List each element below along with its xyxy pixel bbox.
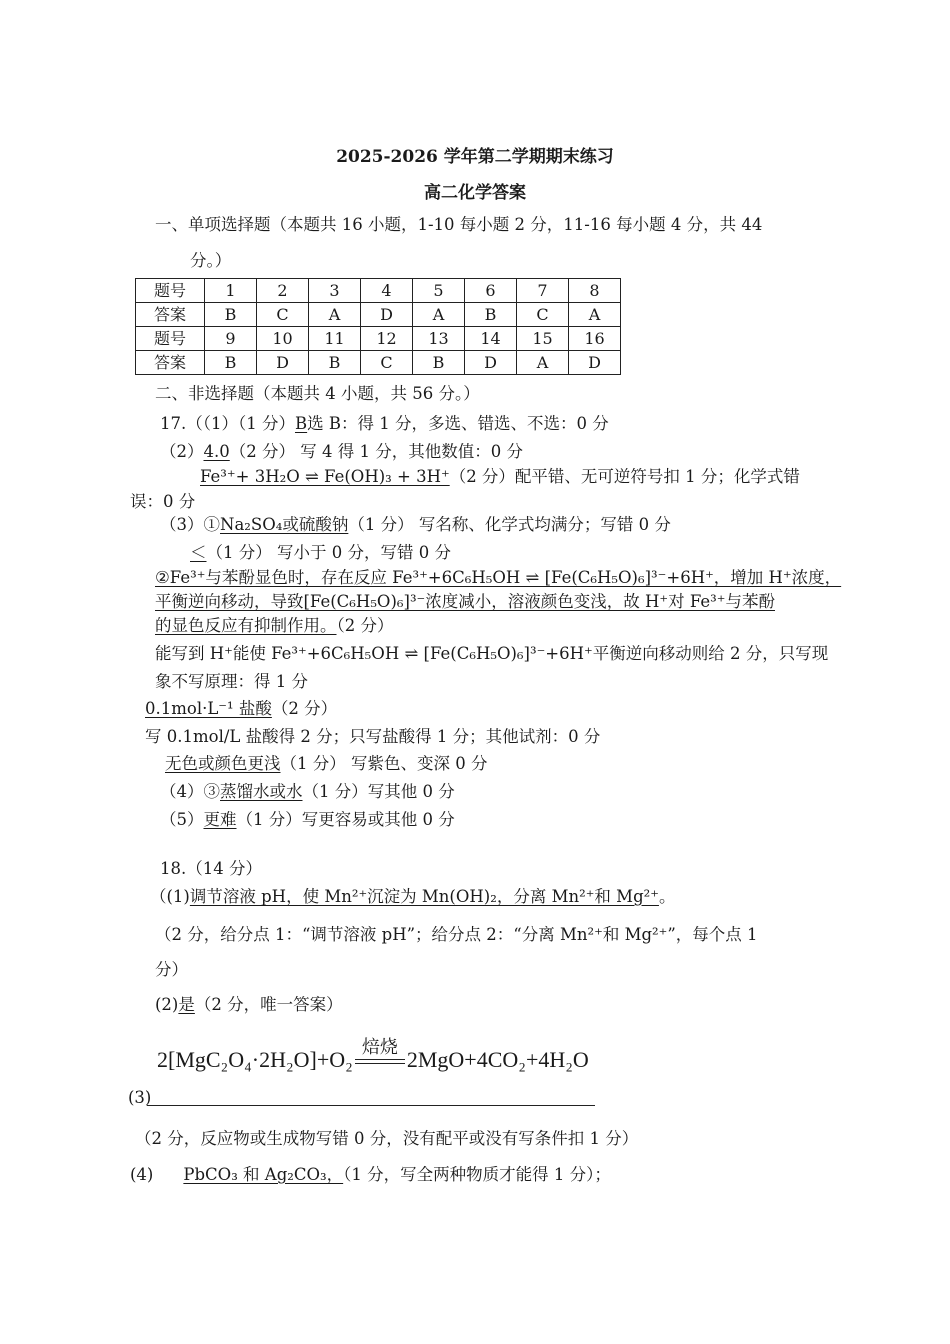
q18-line-2: （(1)调节溶液 pH，使 Mn²⁺沉淀为 Mn(OH)₂，分离 Mn²⁺和 Mg²⁺。 <box>150 887 676 906</box>
question-number-cell: 16 <box>569 327 621 351</box>
question-number-cell: 3 <box>309 279 361 303</box>
answer-cell: A <box>309 303 361 327</box>
table-row-label: 答案 <box>136 303 205 327</box>
question-number-cell: 12 <box>361 327 413 351</box>
question-number-cell: 6 <box>465 279 517 303</box>
q17-line-1: 17.（（1）（1 分）B选 B：得 1 分，多选、错选、不选：0 分 <box>160 414 609 433</box>
question-number-cell: 10 <box>257 327 309 351</box>
question-number-cell: 8 <box>569 279 621 303</box>
q18-line-3: （2 分，给分点 1：“调节溶液 pH”；给分点 2：“分离 Mn²⁺和 Mg²⁺”，每个点 1 <box>155 925 758 944</box>
q17-line-7: ②Fe³⁺与苯酚显色时，存在反应 Fe³⁺+6C₆H₅OH ⇌ [Fe(C₆H₅O)₆]³⁻+6H⁺，增加 H⁺浓度， <box>155 568 842 587</box>
table-row-answer <box>136 351 621 375</box>
q18-line-5: (2)是（2 分，唯一答案） <box>155 995 343 1014</box>
answer-cell: C <box>257 303 309 327</box>
q17-line-12: 0.1mol·L⁻¹ 盐酸（2 分） <box>145 699 338 718</box>
question-number-cell: 13 <box>413 327 465 351</box>
q17-line-5: （3）①Na₂SO₄或硫酸钠（1 分） 写名称、化学式均满分；写错 0 分 <box>160 515 671 534</box>
question-number-cell: 11 <box>309 327 361 351</box>
answer-cell: B <box>309 351 361 375</box>
table-row-label: 题号 <box>136 279 205 303</box>
table-row-question <box>136 279 621 303</box>
answer-cell: A <box>413 303 465 327</box>
answer-cell: B <box>465 303 517 327</box>
answer-table <box>135 278 621 375</box>
q18-line-1: 18.（14 分） <box>160 859 262 878</box>
page-title: 2025-2026 学年第二学期期末练习 <box>336 147 614 167</box>
q17-line-15: （4）③蒸馏水或水（1 分）写其他 0 分 <box>160 782 455 801</box>
answer-cell: D <box>257 351 309 375</box>
table-row-label: 答案 <box>136 351 205 375</box>
answer-cell: B <box>413 351 465 375</box>
reaction-arrow: 焙烧 <box>355 1059 405 1064</box>
q17-line-10: 能写到 H⁺能使 Fe³⁺+6C₆H₅OH ⇌ [Fe(C₆H₅O)₆]³⁻+6H⁺平衡逆向移动则给 2 分，只写现 <box>155 644 829 663</box>
table-row-question <box>136 327 621 351</box>
answer-cell: A <box>569 303 621 327</box>
q17-line-2: （2）4.0（2 分） 写 4 得 1 分，其他数值：0 分 <box>160 442 523 461</box>
q18-line-6: （2 分，反应物或生成物写错 0 分，没有配平或没有写条件扣 1 分） <box>135 1129 639 1148</box>
section1-heading-cont: 分。） <box>190 251 232 270</box>
answer-cell: A <box>517 351 569 375</box>
equation-underline <box>147 1105 595 1106</box>
q17-line-14: 无色或颜色更浅（1 分） 写紫色、变深 0 分 <box>165 754 488 773</box>
q17-2-answer: 4.0 <box>203 442 230 461</box>
q17-line-3: Fe³⁺+ 3H₂O ⇌ Fe(OH)₃ + 3H⁺（2 分）配平错、无可逆符号扣 1 分；化学式错 <box>200 467 800 486</box>
question-number-cell: 4 <box>361 279 413 303</box>
q17-line-9: 的显色反应有抑制作用。（2 分） <box>155 616 394 635</box>
q17-line-4: 误：0 分 <box>130 492 196 511</box>
question-number-cell: 14 <box>465 327 517 351</box>
table-row-answer <box>136 303 621 327</box>
question-number-cell: 7 <box>517 279 569 303</box>
section2-heading: 二、非选择题（本题共 4 小题，共 56 分。） <box>155 384 480 403</box>
q18-equation: 2[MgC₂O₄·2H₂O]+O₂ 焙烧 2MgO+4CO₂+4H₂O <box>157 1037 589 1072</box>
table-row-label: 题号 <box>136 327 205 351</box>
answer-cell: B <box>205 351 257 375</box>
answer-cell: B <box>205 303 257 327</box>
question-number-cell: 5 <box>413 279 465 303</box>
answer-cell: C <box>361 351 413 375</box>
question-number-cell: 1 <box>205 279 257 303</box>
q18-eq-number: (3) <box>128 1088 152 1107</box>
answer-cell: D <box>465 351 517 375</box>
q17-line-16: （5）更难（1 分）写更容易或其他 0 分 <box>160 810 455 829</box>
q17-1-answer: B <box>294 414 308 433</box>
page-subtitle: 高二化学答案 <box>424 183 526 203</box>
question-number-cell: 15 <box>517 327 569 351</box>
section1-heading: 一、单项选择题（本题共 16 小题，1-10 每小题 2 分，11-16 每小题 4 分，共 44 <box>155 215 763 234</box>
answer-cell: C <box>517 303 569 327</box>
question-number-cell: 9 <box>205 327 257 351</box>
q17-3-compare: ＜ <box>190 543 207 562</box>
question-number-cell: 2 <box>257 279 309 303</box>
q17-3-answer: Na₂SO₄或硫酸钠 <box>220 515 349 534</box>
answer-cell: D <box>569 351 621 375</box>
q17-2-equation: Fe³⁺+ 3H₂O ⇌ Fe(OH)₃ + 3H⁺ <box>200 467 450 486</box>
q17-line-13: 写 0.1mol/L 盐酸得 2 分；只写盐酸得 1 分；其他试剂：0 分 <box>145 727 601 746</box>
q18-line-4: 分） <box>155 960 188 979</box>
q17-line-6: ＜（1 分） 写小于 0 分，写错 0 分 <box>190 543 451 562</box>
answer-cell: D <box>361 303 413 327</box>
q18-line-7: (4) PbCO₃ 和 Ag₂CO₃，（1 分，写全两种物质才能得 1 分）； <box>130 1165 611 1184</box>
q17-line-8: 平衡逆向移动，导致[Fe(C₆H₅O)₆]³⁻浓度减小，溶液颜色变浅，故 H⁺对 Fe³⁺与苯酚 <box>155 592 775 611</box>
q17-line-11: 象不写原理：得 1 分 <box>155 672 308 691</box>
